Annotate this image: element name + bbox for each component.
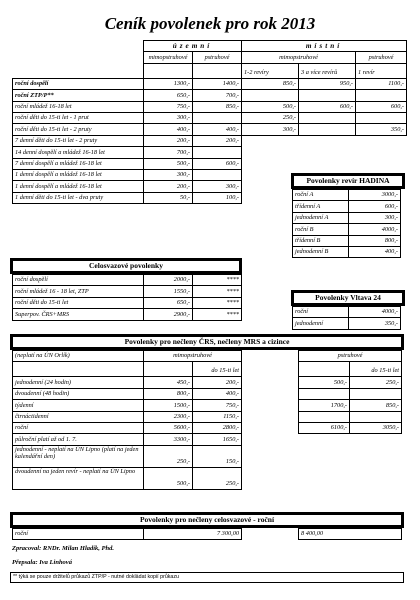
- necleny-header-do15: do 15-ti let: [193, 362, 242, 377]
- table-row: 7 denní dospělí a mládež 16-18 let 500,- 600,-: [13, 158, 407, 169]
- ztp-footnote: ** týká se pouze držitelů průkazů ZTP/P - nutné doklädat kopií průkazu: [10, 572, 404, 583]
- table-row: třídenní A 600,-: [293, 201, 401, 212]
- header-mimopstruhove: mimopstruhové: [144, 52, 193, 63]
- table-row: 14 denní dospělí a mládež 16-18 let 700,-: [13, 147, 407, 158]
- table-row: roční děti do 15-ti let - 2 pruty 400,- 400,- 300,- 350,-: [13, 124, 407, 135]
- author-line: Zpracoval: RNDr. Milan Hladík, Phd.: [12, 545, 115, 552]
- table-row: 1 denní dospělí a mládež 16-18 let 200,- 300,-: [13, 181, 407, 192]
- table-row: roční dospělí 2000,- ****: [13, 275, 242, 286]
- necleny-header-pstruhove: pstruhové: [299, 351, 402, 362]
- page-title: Ceník povolenek pro rok 2013: [104, 14, 316, 33]
- transcriber-line: Přepsala: Iva Linhová: [12, 559, 72, 566]
- table-row: půlroční platí až od 1. 7. 3300,- 1650,-: [13, 434, 402, 445]
- vltava-heading: Povolenky Vltava 24: [291, 290, 405, 306]
- table-row: roční A 3000,-: [293, 190, 401, 201]
- table-row: jednodenní B 400,-: [293, 246, 401, 257]
- table-row: roční 4000,-: [293, 307, 401, 318]
- necleny-cel-heading: Povolenky pro nečleny celosvazové - roční: [10, 512, 404, 528]
- hadina-table: [292, 189, 401, 258]
- necleny-cel-table: [12, 528, 402, 540]
- table-row: jednodenní A 300,-: [293, 212, 401, 223]
- table-row: dvoudenní na jeden revír - neplatí na ÚN Lipno 500,- 250,-: [13, 467, 402, 489]
- header-row-sub: [13, 63, 407, 78]
- table-row: čtrnáctidenní 2300,- 1150,-: [13, 411, 402, 422]
- table-row: třídenní B 800,-: [293, 235, 401, 246]
- table-row: roční 7 300,00 8 400,00: [13, 529, 402, 540]
- table-row: roční děti do 15-ti let - 1 prut 300,- 250,-: [13, 112, 407, 123]
- header-1-revir: 1 revír: [356, 63, 407, 78]
- table-row: roční mládež 16 - 18 let, ZTP 1550,- ****: [13, 286, 242, 297]
- table-row: jednodenní (24 hodin) 450,- 200,- 500,- 250,-: [13, 377, 402, 388]
- table-row: [13, 351, 402, 362]
- header-row-scope: [13, 41, 407, 52]
- table-row: 1 denní dospělí a mládež 16-18 let 300,-: [13, 169, 407, 180]
- header-1-2-reviry: 1-2 revíry: [242, 63, 299, 78]
- necleny-table: [12, 350, 402, 490]
- celosvazove-table: [12, 274, 242, 321]
- table-row: jednodenní - neplatí na ÚN Lipno (platí na jeden kalendářní den) 250,- 150,-: [13, 445, 402, 467]
- necleny-header-do15-pstr: do 15-ti let: [350, 362, 402, 377]
- table-row: jednodenní 350,-: [293, 318, 401, 329]
- hadina-heading: Povolenky revír HADINA: [291, 173, 405, 189]
- table-row: Superpov. ČRS+MRS 2900,- ****: [13, 309, 242, 320]
- header-pstruhove-mistni: pstruhové: [356, 52, 407, 63]
- celosvazove-heading: Celosvazové povolenky: [10, 258, 242, 274]
- header-row-type: [13, 52, 407, 63]
- table-row: roční 5600,- 2800,- 6100,- 3050,-: [13, 422, 402, 433]
- table-row: [13, 362, 402, 377]
- necleny-heading: Povolenky pro nečleny ČRS, nečleny MRS a cizince: [10, 334, 404, 350]
- vltava-table: [292, 306, 401, 330]
- header-mistni: místní: [242, 41, 407, 52]
- necleny-note: (neplatí na ÚN Orlík): [13, 351, 144, 362]
- table-row: roční děti do 15-ti let 650,- ****: [13, 297, 242, 308]
- table-row: roční dospělí 1300,- 1400,- 850,- 950,- 1100,-: [13, 78, 407, 89]
- table-row: dvoudenní (48 hodin) 800,- 400,-: [13, 388, 402, 399]
- header-3-a-vice: 3 a více revírů: [299, 63, 356, 78]
- table-row: roční B 4000,-: [293, 224, 401, 235]
- table-row: týdenní 1500,- 750,- 1700,- 850,-: [13, 400, 402, 411]
- header-pstruhove: pstruhové: [193, 52, 242, 63]
- necleny-header-mimopstruhove: mimopstruhové: [144, 351, 242, 362]
- header-mimopstruhove-mistni: mimopstruhové: [242, 52, 356, 63]
- header-uzemni: územní: [144, 41, 242, 52]
- table-row: 1 denní děti do 15-ti let - dva pruty 50,- 100,-: [13, 192, 407, 203]
- table-row: roční mládež 16-18 let 750,- 850,- 500,- 600,- 600,-: [13, 101, 407, 112]
- table-row: 7 denní děti do 15-ti let - 2 pruty 200,- 200,-: [13, 135, 407, 146]
- table-row: roční ZTP/P** 650,- 700,-: [13, 90, 407, 101]
